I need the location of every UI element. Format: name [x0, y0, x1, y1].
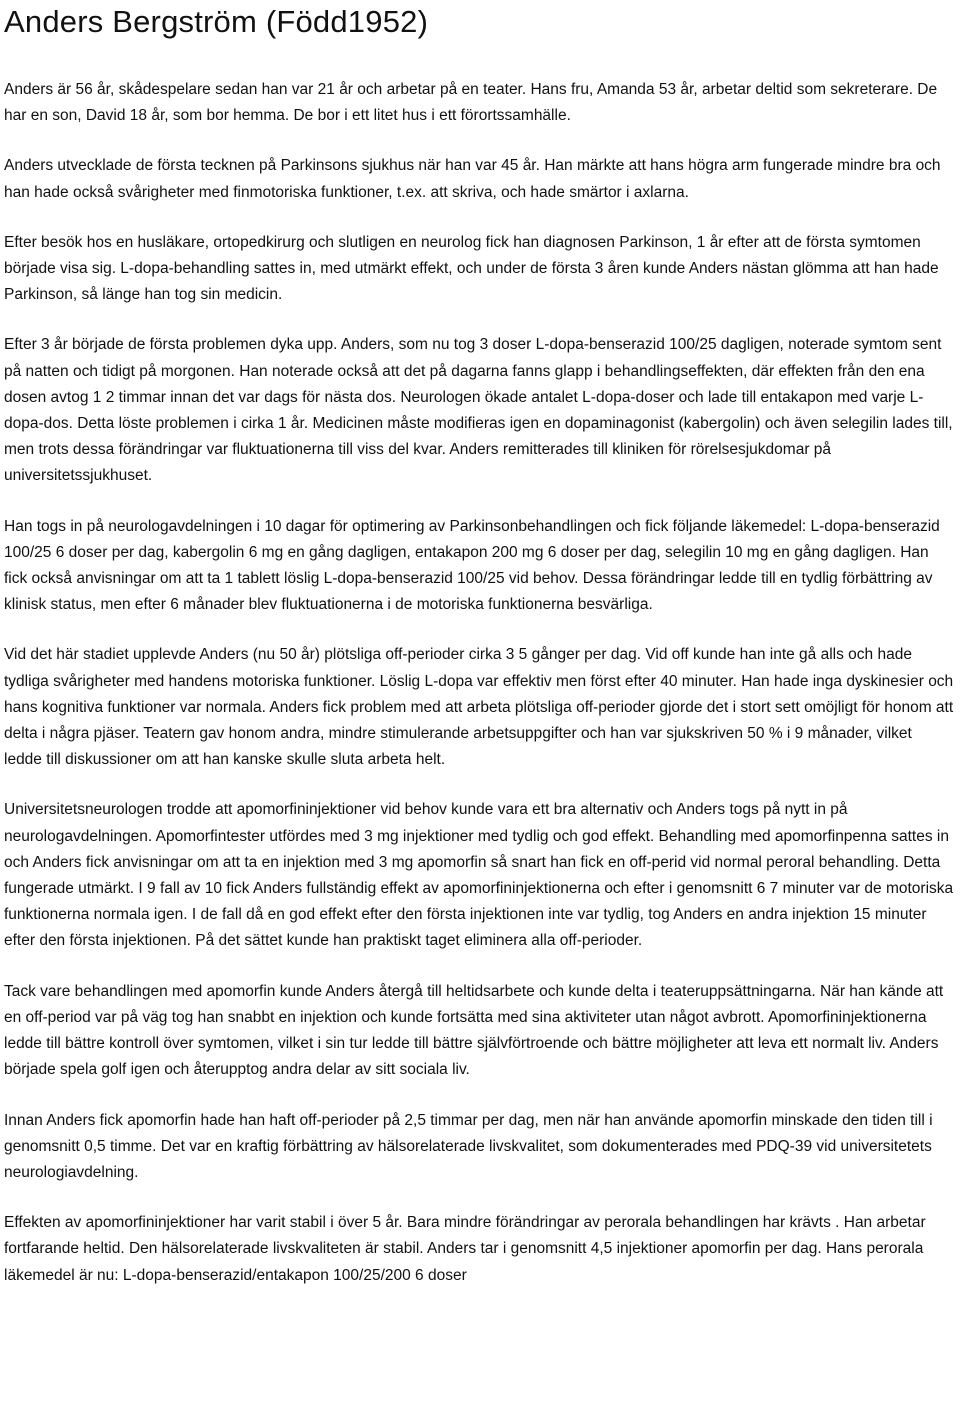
- paragraph-apomorphine-treatment: Universitetsneurologen trodde att apomorfininjektioner vid behov kunde vara ett bra alternativ och Anders togs på nytt in på neurologavdelningen. Apomorfintester utfördes med 3 mg injektioner med tydlig och god effekt. Behandling med apomorfinpenna sattes in och Anders fick anvisningar om att ta en injektion med 3 mg apomorfin så snart han fick en off-perid vid normal peroral behandling. Detta fungerade utmärkt. I 9 fall av 10 fick Anders fullständig effekt av apomorfininjektionerna och efter i genomsnitt 6 7 minuter var de motoriska funktionerna normala igen. I de fall då en god effekt efter den första injektionen inte var tydlig, tog Anders en andra injektion 15 minuter efter den första injektionen. På det sättet kunde han praktiskt taget eliminera alla off-perioder.: [4, 801, 954, 950]
- page-title: Anders Bergström (Född1952): [4, 4, 429, 39]
- paragraph-fluctuations: Efter 3 år började de första problemen dyka upp. Anders, som nu tog 3 doser L-dopa-benserazid 100/25 dagligen, noterade symtom sent på natten och tidigt på morgonen. Han noterade också att det på dagarna fanns glapp i behandlingseffekten, där effekten från den ena dosen avtog 1 2 timmar innan det var dags för nästa dos. Neurologen ökade antalet L-dopa-doser och lade till entakapon med varje L-dopa-dos. Detta löste problemen i cirka 1 år. Medicinen måste modifieras igen en dopaminagonist (kabergolin) och även selegilin lades till, men trots dessa förändringar var fluktuationerna till viss del kvar. Anders remitterades till kliniken för rörelsesjukdomar på universitetssjukhuset.: [4, 336, 953, 485]
- paragraph-diagnosis: Efter besök hos en husläkare, ortopedkirurg och slutligen en neurolog fick han diagnosen Parkinson, 1 år efter att de första symtomen började visa sig. L-dopa-behandling sattes in, med utmärkt effekt, och under de första 3 åren kunde Anders nästan glömma att han hade Parkinson, så länge han tog sin medicin.: [4, 233, 939, 304]
- paragraph-first-symptoms: Anders utvecklade de första tecknen på Parkinsons sjukhus när han var 45 år. Han märkte att hans högra arm fungerade mindre bra och han hade också svårigheter med finmotoriska funktioner, t.ex. att skriva, och hade smärtor i axlarna.: [4, 157, 941, 201]
- paragraph-introduction: Anders är 56 år, skådespelare sedan han var 21 år och arbetar på en teater. Hans fru, Amanda 53 år, arbetar deltid som sekreterare. De har en son, David 18 år, som bor hemma. De bor i ett litet hus i ett förortssamhälle.: [4, 81, 938, 125]
- paragraph-off-periods: Vid det här stadiet upplevde Anders (nu 50 år) plötsliga off-perioder cirka 3 5 gånger per dag. Vid off kunde han inte gå alls och hade tydliga svårigheter med handens motoriska funktioner. Löslig L-dopa var effektiv men först efter 40 minuter. Han hade inga dyskinesier och hans kognitiva funktioner var normala. Anders fick problem med att arbeta plötsliga off-perioder gjorde det i stort sett omöjligt för honom att delta i några pjäser. Teatern gav honom andra, mindre stimulerande arbetsuppgifter och han var sjukskriven 50 % i 9 månader, vilket ledde till diskussioner om att han kanske skulle sluta arbeta helt.: [4, 646, 954, 769]
- paragraph-return-to-work: Tack vare behandlingen med apomorfin kunde Anders återgå till heltidsarbete och kunde delta i teateruppsättningarna. När han kände att en off-period var på väg tog han snabbt en injektion och kunde fortsätta med sina aktiviteter utan något avbrott. Apomorfininjektionerna ledde till bättre kontroll över symtomen, vilket i sin tur ledde till bättre självförtroende och bättre möjligheter att leva ett normalt liv. Anders började spela golf igen och återupptog andra delar av sitt sociala liv.: [4, 982, 944, 1079]
- paragraph-hospital-optimization: Han togs in på neurologavdelningen i 10 dagar för optimering av Parkinsonbehandlingen och fick följande läkemedel: L-dopa-benserazid 100/25 6 doser per dag, kabergolin 6 mg en gång dagligen, entakapon 200 mg 6 doser per dag, selegilin 10 mg en gång dagligen. Han fick också anvisningar om att ta 1 tablett löslig L-dopa-benserazid 100/25 vid behov. Dessa förändringar ledde till en tydlig förbättring av klinisk status, men efter 6 månader blev fluktuationerna i de motoriska funktionerna besvärliga.: [4, 517, 940, 614]
- paragraph-long-term-effect: Effekten av apomorfininjektioner har varit stabil i över 5 år. Bara mindre förändringar av perorala behandlingen har krävts . Han arbetar fortfarande heltid. Den hälsorelaterade livskvaliteten är stabil. Anders tar i genomsnitt 4,5 injektioner apomorfin per dag. Hans perorala läkemedel är nu: L-dopa-benserazid/entakapon 100/25/200 6 doser: [4, 1214, 926, 1284]
- paragraph-quality-of-life: Innan Anders fick apomorfin hade han haft off-perioder på 2,5 timmar per dag, men när han använde apomorfin minskade den tiden till i genomsnitt 0,5 timme. Det var en kraftig förbättring av hälsorelaterade livskvalitet, som dokumenterades med PDQ-39 vid universitetets neurologiavdelning.: [4, 1111, 933, 1181]
